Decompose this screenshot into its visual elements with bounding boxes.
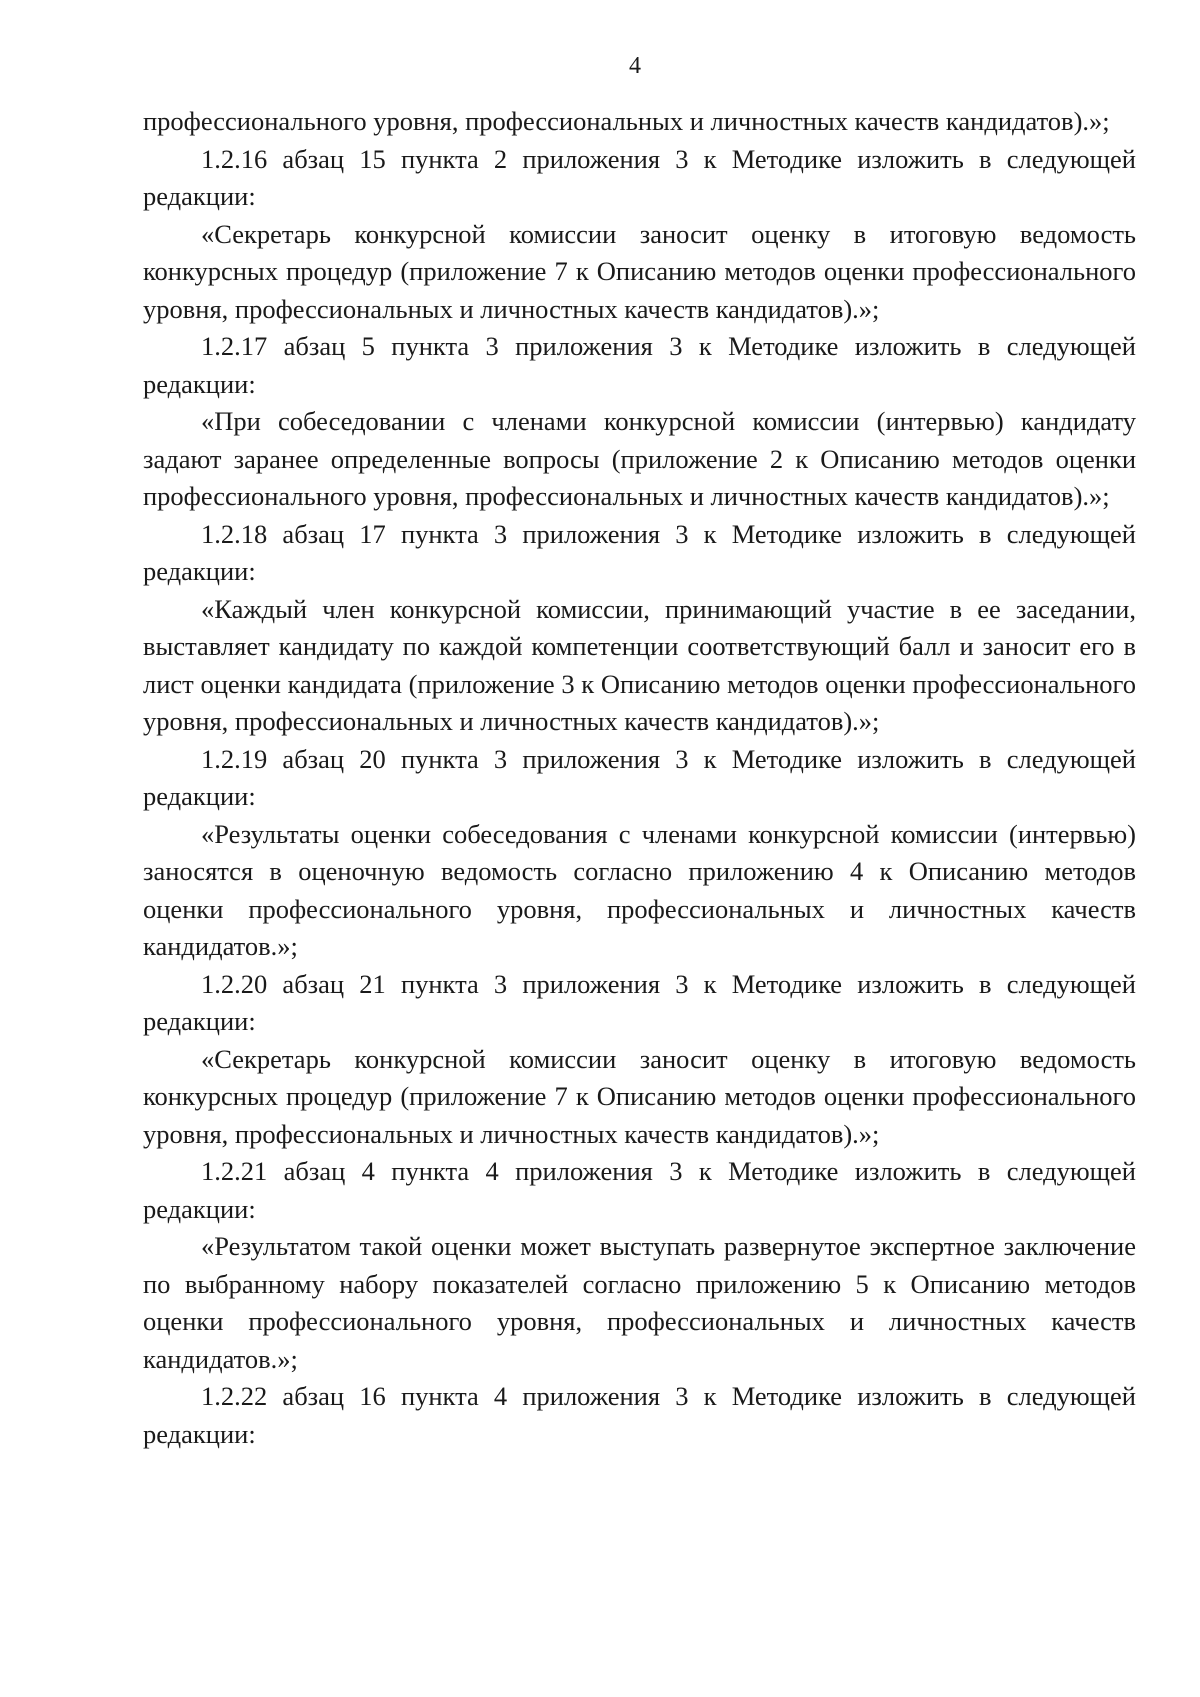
paragraph-amendment-1-2-21: 1.2.21 абзац 4 пункта 4 приложения 3 к Методике изложить в следующей редакции:	[143, 1156, 1136, 1224]
paragraph-quote-secretary-2: «Секретарь конкурсной комиссии заносит оценку в итоговую ведомость конкурсных процедур (приложение 7 к Описанию методов оценки профессионального уровня, профессиональных и личностных качеств кандидатов).»;	[143, 1043, 1136, 1149]
paragraph-quote-expert: «Результатом такой оценки может выступать развернутое экспертное заключение по выбранному набору показателей согласно приложению 5 к Описанию методов оценки профессионального уровня, профессиональных и личностных качеств кандидатов.»;	[143, 1231, 1136, 1374]
document-body	[143, 103, 1136, 1453]
paragraph-amendment-1-2-16: 1.2.16 абзац 15 пункта 2 приложения 3 к Методике изложить в следующей редакции:	[143, 143, 1136, 211]
paragraph-continuation: профессионального уровня, профессиональных и личностных качеств кандидатов).»;	[143, 106, 1110, 136]
page-number: 4	[629, 53, 641, 79]
paragraph-quote-results: «Результаты оценки собеседования с членами конкурсной комиссии (интервью) заносятся в оценочную ведомость согласно приложению 4 к Описанию методов оценки профессионального уровня, профессиональных и личностных качеств кандидатов.»;	[143, 818, 1136, 961]
paragraph-quote-secretary: «Секретарь конкурсной комиссии заносит оценку в итоговую ведомость конкурсных процедур (приложение 7 к Описанию методов оценки профессионального уровня, профессиональных и личностных качеств кандидатов).»;	[143, 218, 1136, 324]
paragraph-amendment-1-2-20: 1.2.20 абзац 21 пункта 3 приложения 3 к Методике изложить в следующей редакции:	[143, 968, 1136, 1036]
paragraph-quote-score: «Каждый член конкурсной комиссии, принимающий участие в ее заседании, выставляет кандидату по каждой компетенции соответствующий балл и заносит его в лист оценки кандидата (приложение 3 к Описанию методов оценки профессионального уровня, профессиональных и личностных качеств кандидатов).»;	[143, 593, 1136, 736]
paragraph-quote-interview: «При собеседовании с членами конкурсной комиссии (интервью) кандидату задают заранее определенные вопросы (приложение 2 к Описанию методов оценки профессионального уровня, профессиональных и личностных качеств кандидатов).»;	[143, 406, 1136, 511]
paragraph-amendment-1-2-22: 1.2.22 абзац 16 пункта 4 приложения 3 к Методике изложить в следующей редакции:	[143, 1381, 1136, 1449]
paragraph-amendment-1-2-19: 1.2.19 абзац 20 пункта 3 приложения 3 к Методике изложить в следующей редакции:	[143, 743, 1136, 811]
paragraph-amendment-1-2-17: 1.2.17 абзац 5 пункта 3 приложения 3 к Методике изложить в следующей редакции:	[143, 331, 1136, 399]
paragraph-amendment-1-2-18: 1.2.18 абзац 17 пункта 3 приложения 3 к Методике изложить в следующей редакции:	[143, 518, 1136, 586]
